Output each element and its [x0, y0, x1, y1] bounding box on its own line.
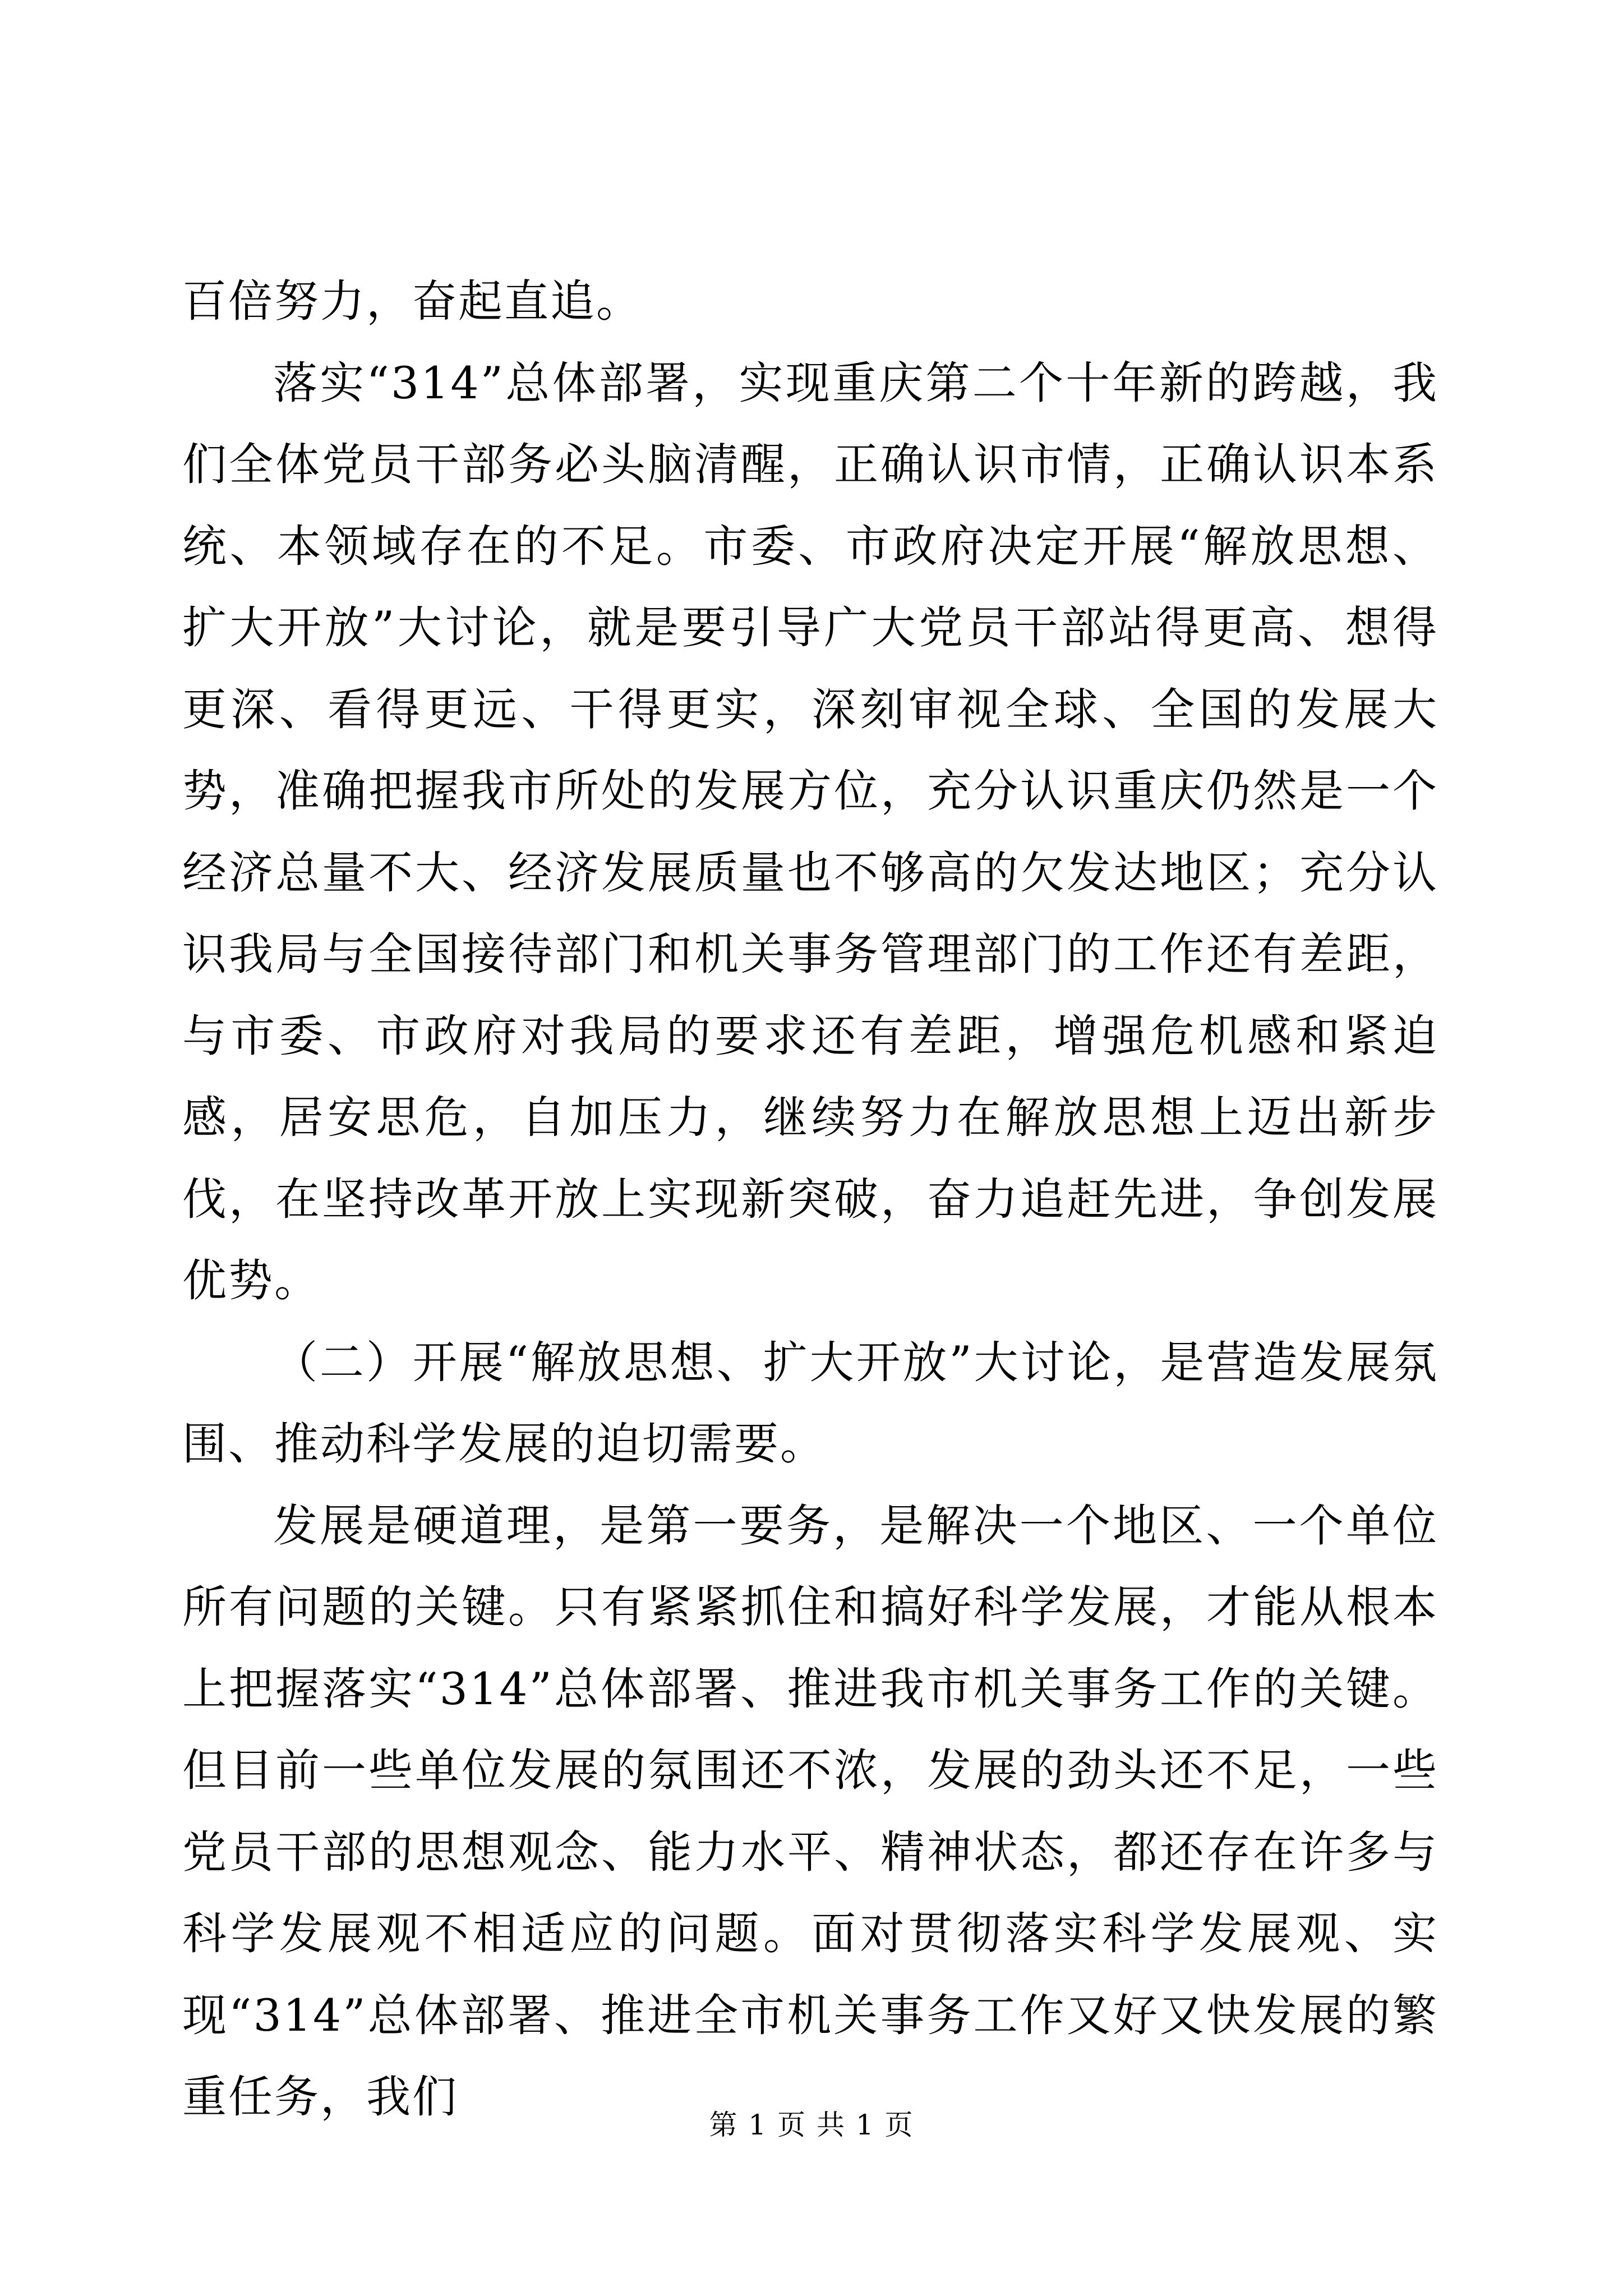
paragraph-development: 发展是硬道理，是第一要务，是解决一个地区、一个单位所有问题的关键。只有紧紧抓住和搞好科学发展，才能从根本上把握落实“314”总体部署、推进我市机关事务工作的关键。但目前一些单位发展的氛围还不浓，发展的劲头还不足，一些党员干部的思想观念、能力水平、精神状态，都还存在许多与科学发展观不相适应的问题。面对贯彻落实科学发展观、实现“314”总体部署、推进全市机关事务工作又好又快发展的繁重任务，我们	[182, 1499, 1438, 2123]
paragraph-314-deployment: 落实“314”总体部署，实现重庆第二个十年新的跨越，我们全体党员干部务必头脑清醒，正确认识市情，正确认识本系统、本领域存在的不足。市委、市政府决定开展“解放思想、扩大开放”大讨论，就是要引导广大党员干部站得更高、想得更深、看得更远、干得更实，深刻审视全球、全国的发展大势，准确把握我市所处的发展方位，充分认识重庆仍然是一个经济总量不大、经济发展质量也不够高的欠发达地区；充分认识我局与全国接待部门和机关事务管理部门的工作还有差距，与市委、市政府对我局的要求还有差距，增强危机感和紧迫感，居安思危，自加压力，继续努力在解放思想上迈出新步伐，在坚持改革开放上实现新突破，奋力追赶先进，争创发展优势。	[182, 357, 1438, 1306]
section-heading-two: （二）开展“解放思想、扩大开放”大讨论，是营造发展氛围、推动科学发展的迫切需要。	[182, 1336, 1438, 1470]
paragraph-continuation: 百倍努力，奋起直追。	[182, 275, 642, 327]
document-body	[182, 261, 1438, 2138]
page-footer: 第 1 页 共 1 页	[709, 2109, 914, 2141]
